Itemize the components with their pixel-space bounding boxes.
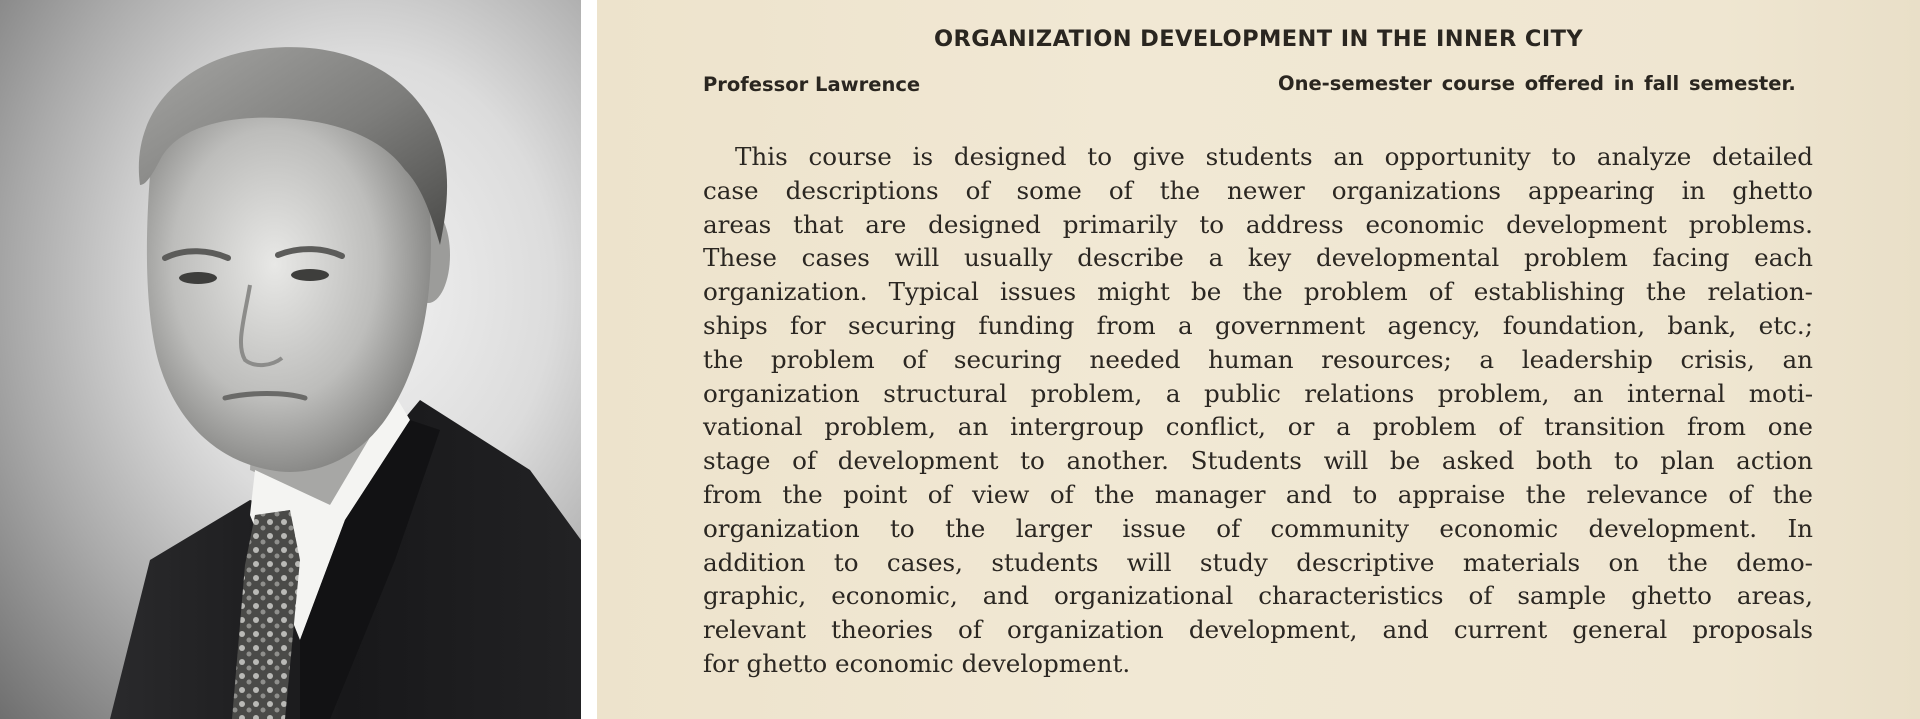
- description-line: organization to the larger issue of community economic development. In: [703, 513, 1813, 543]
- description-line: These cases will usually describe a key developmental problem facing each: [703, 243, 1813, 273]
- panel-divider: [581, 0, 597, 719]
- description-line: from the point of view of the manager and to appraise the relevance of the: [703, 479, 1813, 509]
- description-line: graphic, economic, and organizational characteristics of sample ghetto areas,: [703, 581, 1813, 611]
- portrait-photo: [0, 0, 581, 719]
- description-line: areas that are designed primarily to address economic development problems.: [703, 209, 1813, 239]
- description-line: organization. Typical issues might be the problem of establishing the relation-: [703, 277, 1813, 307]
- instructor-name: Professor Lawrence: [703, 73, 921, 96]
- right-eye: [291, 269, 329, 281]
- description-line: case descriptions of some of the newer organizations appearing in ghetto: [703, 175, 1813, 205]
- portrait-photo-icon: [0, 0, 581, 719]
- course-title: ORGANIZATION DEVELOPMENT IN THE INNER CITY: [933, 26, 1584, 52]
- description-line: organization structural problem, a public relations problem, an internal moti-: [703, 378, 1813, 408]
- description-line: vational problem, an intergroup conflict, or a problem of transition from one: [703, 412, 1813, 442]
- description-line: addition to cases, students will study descriptive materials on the demo-: [703, 547, 1813, 577]
- course-description: [703, 140, 1813, 681]
- description-line: relevant theories of organization development, and current general proposals: [703, 615, 1813, 645]
- course-offering-note: One-semester course offered in fall semester.: [1278, 72, 1796, 95]
- left-eye: [179, 272, 217, 284]
- description-line: This course is designed to give students an opportunity to analyze detailed: [735, 142, 1813, 171]
- description-line: stage of development to another. Students will be asked both to plan action: [703, 446, 1813, 476]
- description-line: the problem of securing needed human resources; a leadership crisis, an: [703, 344, 1813, 374]
- description-line: ships for securing funding from a government agency, foundation, bank, etc.;: [703, 310, 1813, 340]
- description-line: for ghetto economic development.: [703, 648, 1131, 678]
- catalog-page: [597, 0, 1920, 719]
